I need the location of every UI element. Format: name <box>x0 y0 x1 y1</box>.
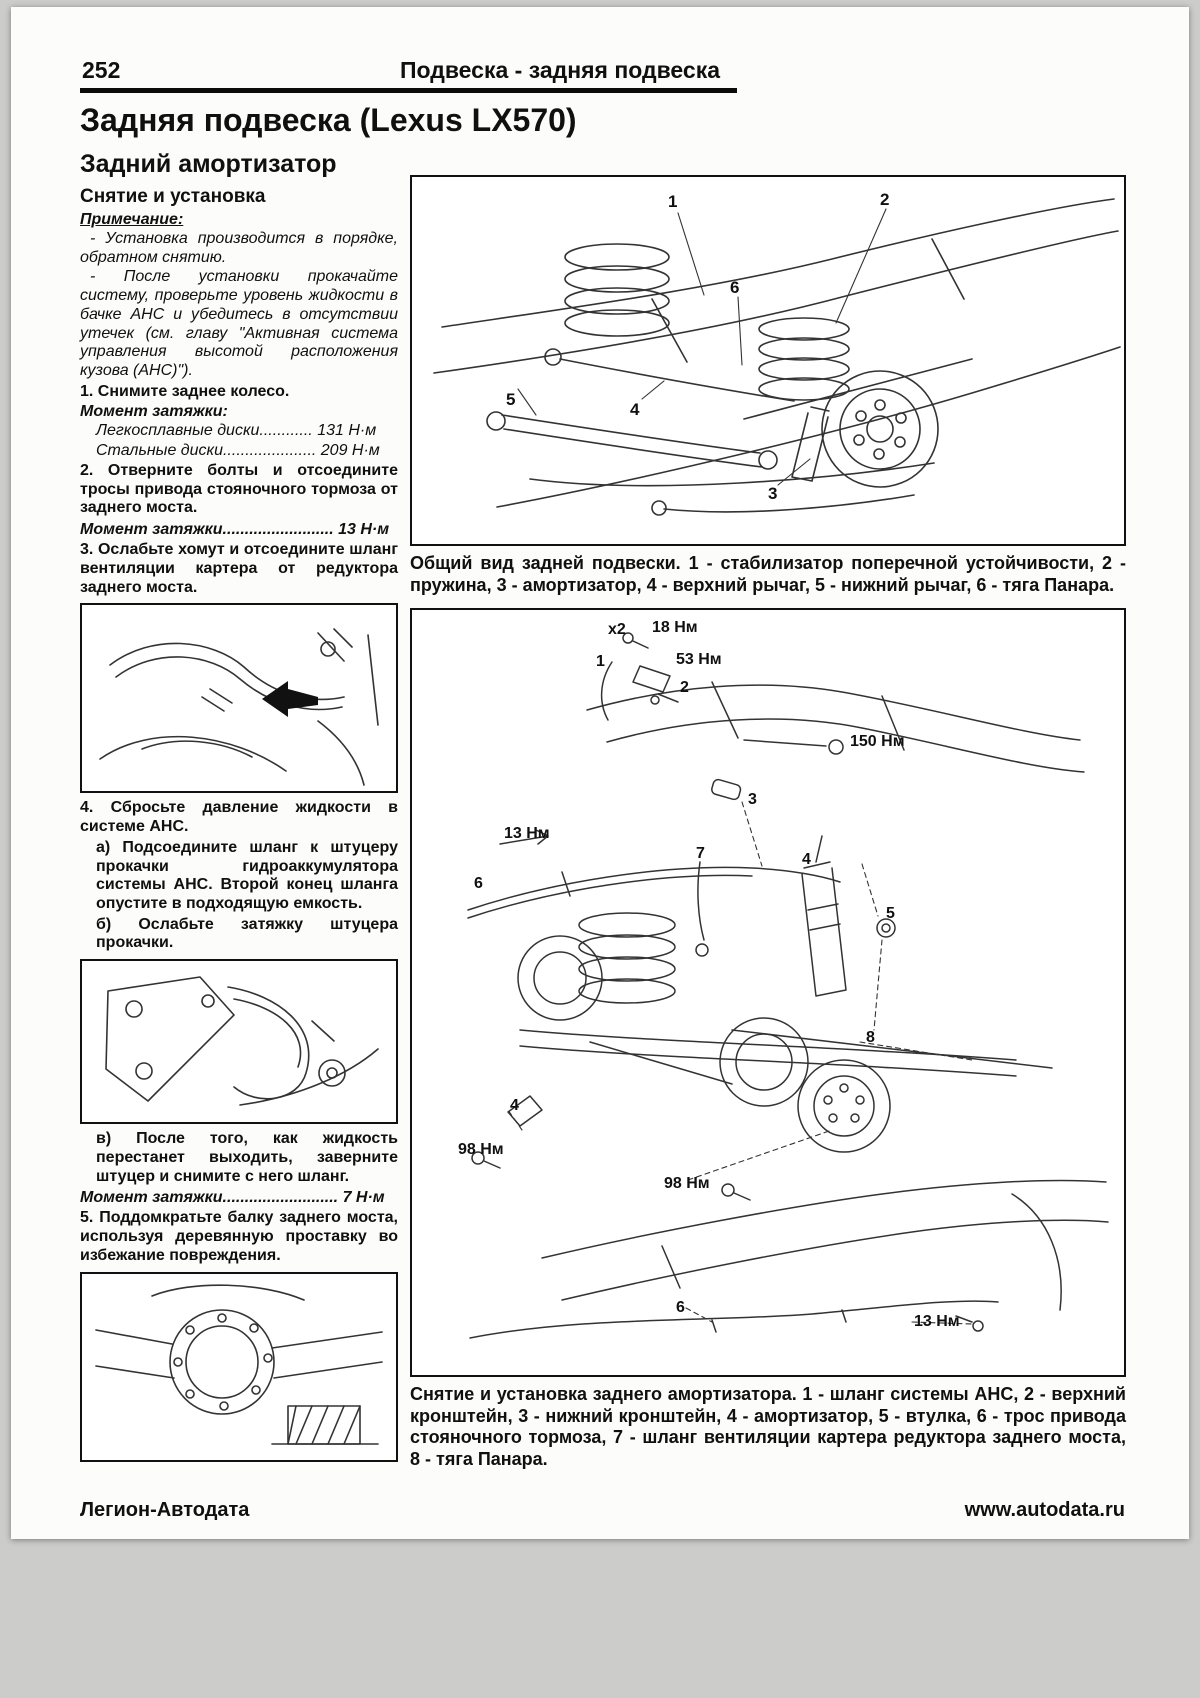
callout-number: 4 <box>802 851 811 869</box>
figure-removal-caption: Снятие и установка заднего амортизатора. 1 - шланг системы AHC, 2 - верхний кронштейн, 3 - нижний кронштейн, 4 - амортизатор, 5 - втулка, 6 - трос привода стояночного тормоза, 7 - шланг вентиляции картера редуктора заднего моста, 8 - тяга Панара. <box>410 1384 1126 1469</box>
torque-label: Момент затяжки: <box>80 403 228 421</box>
footer-brand: Легион-Автодата <box>80 1499 250 1521</box>
axle-support-drawing <box>82 1274 396 1460</box>
step-2: 2. Отверните болты и отсоедините тросы привода стояночного тормоза от заднего моста. <box>80 461 398 517</box>
section-title: Задний амортизатор <box>80 150 337 178</box>
callout-number: 2 <box>880 190 890 209</box>
callout-number: 8 <box>866 1029 875 1047</box>
torque-callout: 13 Нм <box>504 825 550 843</box>
page-title: Задняя подвеска (Lexus LX570) <box>80 102 577 138</box>
step-4: 4. Сбросьте давление жидкости в системе AHC. <box>80 799 398 836</box>
torque-callout: 53 Нм <box>676 651 722 669</box>
figure-overview-caption: Общий вид задней подвески. 1 - стабилизатор поперечной устойчивости, 2 - пружина, 3 - амортизатор, 4 - верхний рычаг, 5 - нижний рычаг, 6 - тяга Панара. <box>410 553 1126 595</box>
note-item: - Установка производится в порядке, обратном снятию. <box>80 230 398 266</box>
torque-spec-cables: Момент затяжки......................... 13 Н·м <box>80 521 390 538</box>
callout-number: 6 <box>676 1299 685 1317</box>
callout-number: 6 <box>730 278 740 297</box>
step-5: 5. Поддомкратьте балку заднего моста, используя деревянную проставку во избежание повреждения. <box>80 1209 398 1264</box>
vent-hose-drawing <box>82 605 396 791</box>
figure-removal <box>410 608 1126 1377</box>
header-rule <box>80 88 737 93</box>
shock-removal-drawing <box>412 610 1124 1375</box>
step-1: 1. Снимите заднее колесо. <box>80 382 290 400</box>
left-column <box>80 150 398 1468</box>
step-4a: а) Подсоедините шланг к штуцеру прокачки гидроаккумулятора системы AHC. Второй конец шланга опустите в подходящую емкость. <box>96 838 398 912</box>
ahc-bleeder-drawing <box>82 961 396 1122</box>
photo-axle-support <box>80 1272 398 1462</box>
note-label: Примечание: <box>80 211 184 228</box>
callout-number: 4 <box>630 400 640 419</box>
photo-ahc-bleeder <box>80 959 398 1124</box>
figure-overview <box>410 175 1126 546</box>
callout-number: 1 <box>596 653 605 671</box>
step-4c: в) После того, как жидкость перестанет выходить, заверните штуцер и снимите с него шланг. <box>96 1130 398 1185</box>
callout-number: 7 <box>696 845 705 863</box>
page-number: 252 <box>82 57 121 83</box>
callout-number: 2 <box>680 679 689 697</box>
torque-callout: 98 Нм <box>664 1175 710 1193</box>
step-4b: б) Ослабьте затяжку штуцера прокачки. <box>96 915 398 952</box>
torque-callout: 13 Нм <box>914 1313 960 1331</box>
step-3: 3. Ослабьте хомут и отсоедините шланг вентиляции картера от редуктора заднего моста. <box>80 541 398 596</box>
callout-number: 3 <box>748 791 757 809</box>
callout-number: 3 <box>768 484 778 503</box>
torque-callout: 18 Нм <box>652 619 698 637</box>
callout-number: 5 <box>506 390 516 409</box>
callout-number: 5 <box>886 905 895 923</box>
torque-callout: 98 Нм <box>458 1141 504 1159</box>
photo-vent-hose-clamp <box>80 603 398 793</box>
torque-spec-alloy: Легкосплавные диски............ 131 Н·м <box>96 422 377 440</box>
torque-callout: 150 Нм <box>850 733 905 751</box>
callout-number: 1 <box>668 192 678 211</box>
footer-url: www.autodata.ru <box>964 1499 1125 1521</box>
callout-number: 4 <box>510 1097 519 1115</box>
callout-number: 6 <box>474 875 483 893</box>
right-column <box>410 175 1126 1471</box>
subsection-title: Снятие и установка <box>80 186 266 207</box>
torque-spec-bleeder: Момент затяжки.......................... 7 Н·м <box>80 1189 385 1207</box>
header-title: Подвеска - задняя подвеска <box>399 57 721 83</box>
torque-spec-steel: Стальные диски..................... 209 Н·м <box>96 441 380 459</box>
multiplier-label: x2 <box>608 621 626 639</box>
note-item: - После установки прокачайте систему, проверьте уровень жидкости в бачке AHC и убедитесь в отсутствии утечек (см. главу "Активная система управления высотой расположения кузова (AHC)"). <box>80 268 398 380</box>
